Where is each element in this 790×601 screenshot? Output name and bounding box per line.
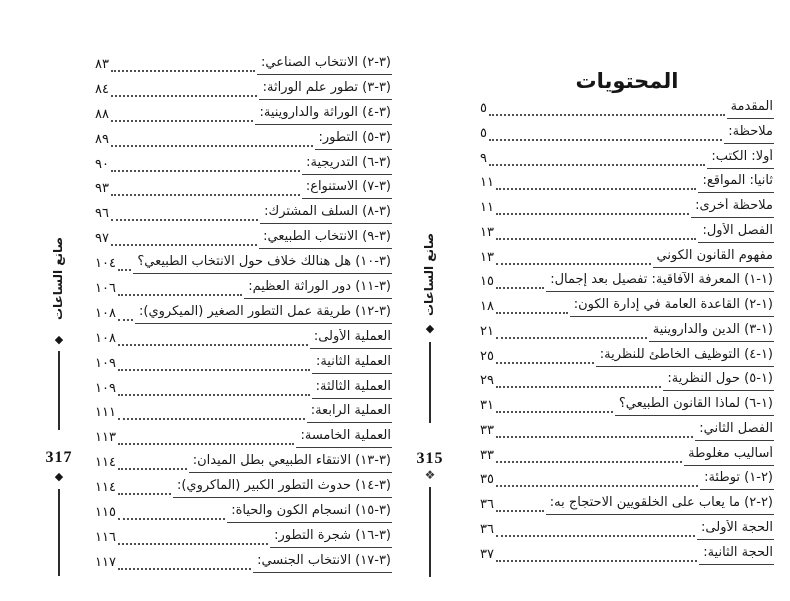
toc-entry-page-number: ٢١ (480, 323, 494, 339)
dot-leader (496, 485, 698, 487)
toc-entry (480, 495, 774, 515)
toc-entry (95, 329, 392, 349)
toc-entry-label: أولا: الكتب: (707, 149, 774, 169)
dot-leader (118, 344, 308, 346)
toc-entry (480, 421, 774, 441)
toc-entry-label: العملية الرابعة: (307, 403, 392, 423)
toc-entry-page-number: ١١٧ (95, 554, 116, 570)
toc-entry-label: الحجة الأولى: (697, 520, 774, 540)
toc-entry (480, 149, 774, 169)
toc-entry-page-number: ١٠٨ (95, 330, 116, 346)
dot-leader (496, 535, 695, 537)
toc-entry-page-number: ١٠٩ (95, 355, 116, 371)
dot-leader (111, 219, 258, 221)
toc-entry-page-number: ١١٥ (95, 505, 116, 521)
margin-rule (429, 487, 431, 577)
dot-leader (496, 510, 544, 512)
toc-entry-page-number: ١١ (480, 200, 494, 216)
toc-entry-label: (٣-١٠) هل هنالك خلاف حول الانتخاب الطبيعي؟ (133, 254, 392, 274)
toc-entry (480, 124, 774, 144)
left-page (95, 55, 392, 573)
margin-rule (58, 489, 60, 576)
dot-leader (111, 70, 255, 72)
diamond-icon: ◆ (425, 322, 435, 335)
folio-right: 315 (416, 450, 444, 467)
toc-entry-page-number: ١٨ (480, 299, 494, 315)
toc-entry-page-number: ٨٤ (95, 81, 109, 97)
toc-entry (95, 354, 392, 374)
toc-entry-label: العملية الثالثة: (312, 379, 392, 399)
dot-leader (118, 443, 295, 445)
toc-entry-page-number: ٩ (480, 150, 487, 166)
toc-entry-label: (١-٢) القاعدة العامة في إدارة الكون: (570, 297, 774, 317)
toc-entry-page-number: ١١ (480, 175, 494, 191)
toc-entry-page-number: ٩٦ (95, 206, 109, 222)
toc-entry (95, 130, 392, 150)
toc-entry (95, 379, 392, 399)
dot-leader (496, 287, 544, 289)
toc-entry-label: (١-٣) الدين والداروينية (649, 322, 774, 342)
toc-entry (95, 503, 392, 523)
dot-leader (118, 468, 187, 470)
toc-entry-page-number: ٣٧ (480, 546, 494, 562)
toc-entry-page-number: ٨٩ (95, 131, 109, 147)
toc-entry-page-number: ١٠٤ (95, 256, 116, 272)
toc-entry-label: أساليب مغلوطة (684, 446, 774, 466)
toc-entry (480, 347, 774, 367)
toc-entry-label: العملية الخامسة: (296, 428, 392, 448)
dot-leader (496, 213, 689, 215)
dot-leader (496, 386, 661, 388)
toc-entry-page-number: ٣٣ (480, 447, 494, 463)
toc-entry-label: مفهوم القانون الكوني (653, 248, 774, 268)
dot-leader (118, 319, 133, 321)
dot-leader (111, 120, 254, 122)
dot-leader (118, 394, 310, 396)
toc-entry (95, 179, 392, 199)
toc-entry-page-number: ٣٦ (480, 497, 494, 513)
dot-leader (111, 95, 257, 97)
toc-entry (95, 528, 392, 548)
toc-entry (480, 297, 774, 317)
dot-leader (118, 418, 305, 420)
toc-entry-label: (٢-١) توطئة: (700, 470, 774, 490)
dot-leader (111, 194, 300, 196)
toc-entry-page-number: ١١٤ (95, 480, 116, 496)
toc-entry-page-number: ١٠٩ (95, 380, 116, 396)
dot-leader (118, 493, 171, 495)
toc-entry (480, 272, 774, 292)
toc-entry-label: (١-٦) لماذا القانون الطبيعي؟ (615, 396, 774, 416)
toc-entry-label: ثانيا: المواقع: (698, 173, 774, 193)
toc-entry-page-number: ٥ (480, 125, 487, 141)
toc-entry (480, 371, 774, 391)
toc-entry (95, 155, 392, 175)
toc-entry-label: (١-١) المعرفة الآفاقية: تفصيل بعد إجمال: (546, 272, 774, 292)
toc-entry-page-number: ٨٣ (95, 57, 109, 72)
toc-entry-page-number: ٣٥ (480, 472, 494, 488)
toc-entry-label: (٣-١١) دور الوراثة العظيم: (244, 279, 392, 299)
star-diamond-icon: ❖ (424, 468, 436, 482)
toc-entry (95, 304, 392, 324)
toc-entry-label: (٣-١٥) انسجام الكون والحياة: (227, 503, 392, 523)
toc-entry (95, 204, 392, 224)
toc-entry-label: (٣-٧) الاستنواع: (302, 179, 392, 199)
toc-entry-page-number: ٩٧ (95, 231, 109, 247)
dot-leader (489, 114, 725, 116)
toc-entry (95, 453, 392, 473)
toc-entry-page-number: ٣٦ (480, 522, 494, 538)
toc-entry (95, 553, 392, 573)
toc-entry (95, 229, 392, 249)
toc-entry-label: الفصل الأول: (698, 223, 774, 243)
dot-leader (496, 238, 697, 240)
toc-entry (95, 105, 392, 125)
toc-list-right (480, 99, 774, 565)
dot-leader (111, 244, 257, 246)
toc-entry-page-number: ٨٨ (95, 106, 109, 122)
toc-entry-label: (٣-١٦) شجرة التطور: (270, 528, 392, 548)
running-head-right: صانع الساعات (422, 232, 436, 316)
toc-entry-label: (٣-١٤) حدوث التطور الكبير (الماكروي): (173, 478, 392, 498)
toc-entry-page-number: ٣٣ (480, 422, 494, 438)
toc-entry-label: العملية الأولى: (310, 329, 392, 349)
toc-entry (480, 520, 774, 540)
toc-entry (480, 173, 774, 193)
toc-entry (480, 223, 774, 243)
toc-entry-page-number: ١٥ (480, 274, 494, 290)
diamond-icon: ◆ (54, 333, 64, 346)
toc-entry-page-number: ٥ (480, 101, 487, 116)
dot-leader (496, 362, 594, 364)
toc-entry-page-number: ١١٣ (95, 430, 116, 446)
toc-entry (95, 428, 392, 448)
toc-entry-page-number: ٩٠ (95, 156, 109, 172)
toc-entry (480, 99, 774, 119)
dot-leader (496, 263, 651, 265)
dot-leader (118, 568, 251, 570)
toc-entry-label: الفصل الثاني: (695, 421, 774, 441)
toc-entry (480, 446, 774, 466)
diamond-icon: ◆ (54, 470, 64, 483)
toc-entry (95, 254, 392, 274)
toc-entry (480, 248, 774, 268)
toc-entry-label: ملاحظة أخرى: (691, 198, 774, 218)
toc-entry-page-number: ١١١ (95, 405, 116, 421)
toc-entry-label: (٣-٣) تطور علم الوراثة: (259, 80, 392, 100)
toc-entry-page-number: ١١٤ (95, 455, 116, 471)
toc-entry-label: (٣-٢) الانتخاب الصناعي: (257, 55, 392, 75)
right-page (480, 68, 774, 565)
toc-entry-page-number: ١١٦ (95, 529, 116, 545)
toc-entry-label: (٣-١٧) الانتخاب الجنسي: (253, 553, 392, 573)
toc-entry-page-number: ٩٣ (95, 181, 109, 197)
toc-entry (95, 279, 392, 299)
toc-entry (95, 403, 392, 423)
dot-leader (496, 560, 697, 562)
dot-leader (118, 269, 131, 271)
toc-entry-page-number: ٣١ (480, 398, 494, 414)
dot-leader (496, 436, 693, 438)
dot-leader (496, 337, 647, 339)
toc-entry-page-number: ١٠٨ (95, 305, 116, 321)
toc-entry-label: الحجة الثانية: (699, 545, 774, 565)
toc-entry-page-number: ٢٩ (480, 373, 494, 389)
toc-entry-page-number: ٢٥ (480, 348, 494, 364)
dot-leader (496, 411, 613, 413)
toc-entry-label: (٣-١٢) طريقة عمل التطور الصغير (الميكروي): (135, 304, 392, 324)
toc-entry-label: المقدمة (727, 99, 774, 119)
dot-leader (496, 188, 697, 190)
toc-entry-label: ملاحظة: (724, 124, 774, 144)
dot-leader (111, 170, 300, 172)
margin-rule (58, 351, 60, 430)
toc-entry-label: (١-٤) التوظيف الخاطئ للنظرية: (596, 347, 774, 367)
toc-entry (480, 470, 774, 490)
margin-rule (429, 342, 431, 423)
toc-entry-label: (٣-١٣) الانتقاء الطبيعي بطل الميدان: (189, 453, 392, 473)
dot-leader (111, 145, 313, 147)
toc-entry (480, 198, 774, 218)
toc-list-left (95, 55, 392, 573)
dot-leader (489, 139, 722, 141)
toc-entry (480, 322, 774, 342)
contents-title: المحتويات (575, 69, 679, 93)
dot-leader (496, 312, 568, 314)
toc-entry-label: (٣-٩) الانتخاب الطبيعي: (259, 229, 392, 249)
dot-leader (489, 164, 705, 166)
toc-entry-page-number: ١٣ (480, 249, 494, 265)
toc-entry-label: (٣-٥) التطور: (315, 130, 393, 150)
toc-entry (480, 545, 774, 565)
toc-entry-page-number: ١٠٦ (95, 281, 116, 297)
dot-leader (496, 461, 682, 463)
dot-leader (118, 543, 268, 545)
toc-entry (95, 55, 392, 75)
toc-entry-label: (٣-٨) السلف المشترك: (260, 204, 392, 224)
toc-entry (95, 80, 392, 100)
running-head-left: صانع الساعات (51, 236, 65, 320)
dot-leader (118, 518, 225, 520)
toc-entry (95, 478, 392, 498)
toc-entry (480, 396, 774, 416)
toc-entry-label: العملية الثانية: (312, 354, 392, 374)
toc-entry-page-number: ١٣ (480, 224, 494, 240)
folio-left: 317 (45, 449, 73, 466)
dot-leader (118, 369, 310, 371)
toc-entry-label: (٢-٢) ما يعاب على الخلقويين الاحتجاج به: (546, 495, 774, 515)
toc-entry-label: (٣-٦) التدريجية: (302, 155, 392, 175)
dot-leader (118, 294, 242, 296)
toc-entry-label: (٣-٤) الوراثة والداروينية: (255, 105, 392, 125)
toc-entry-label: (١-٥) حول النظرية: (663, 371, 774, 391)
